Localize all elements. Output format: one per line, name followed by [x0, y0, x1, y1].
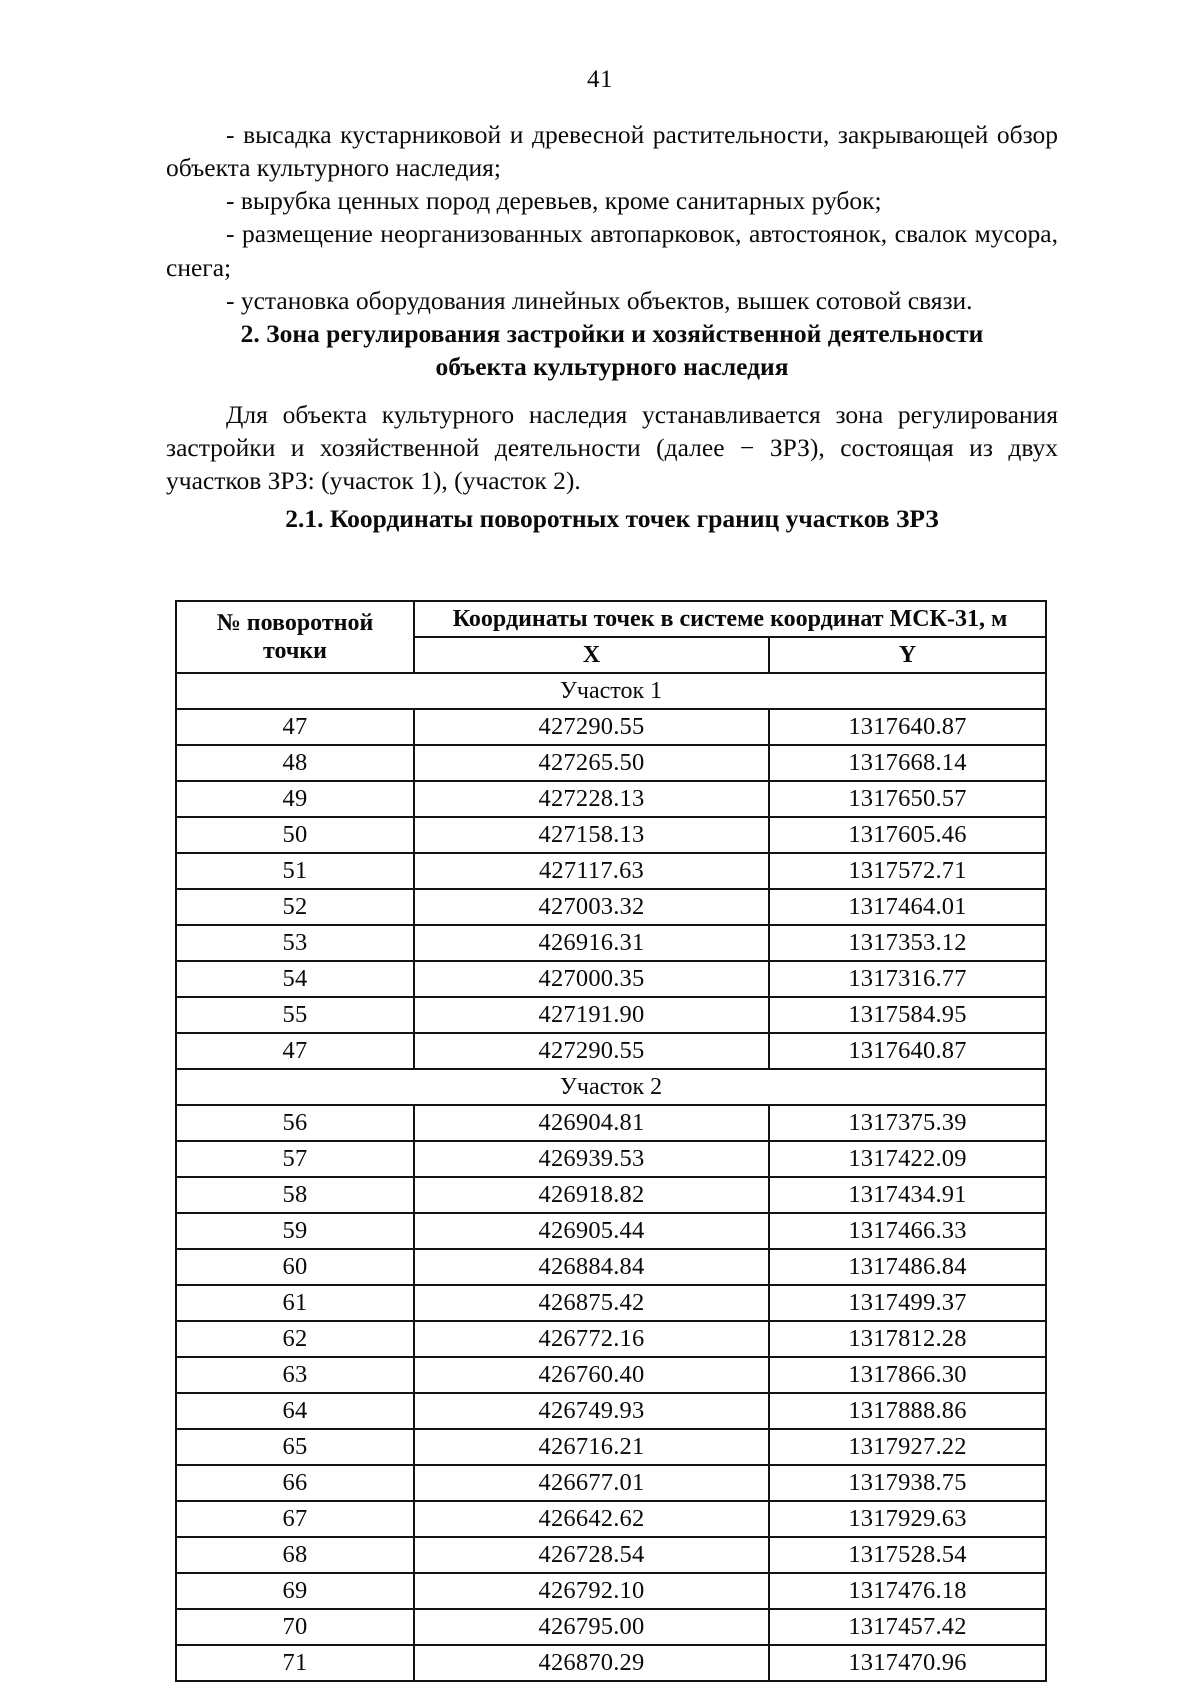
cell-coordinate-x: 426916.31 — [414, 925, 769, 961]
cell-coordinate-x: 426728.54 — [414, 1537, 769, 1573]
column-header-point-number-line-1: № поворотной — [216, 609, 374, 636]
table-row — [176, 1213, 1046, 1249]
restriction-item-3: - размещение неорганизованных автопарковок, автостоянок, свалок мусора, снега; — [166, 219, 1058, 282]
cell-point-number: 68 — [176, 1537, 414, 1573]
cell-coordinate-x: 426642.62 — [414, 1501, 769, 1537]
cell-coordinate-y: 1317584.95 — [769, 997, 1046, 1033]
section-2-heading-line-1: 2. Зона регулирования застройки и хозяйственной деятельности — [240, 319, 984, 348]
cell-point-number: 67 — [176, 1501, 414, 1537]
cell-coordinate-y: 1317927.22 — [769, 1429, 1046, 1465]
table-row — [176, 1501, 1046, 1537]
table-row — [176, 961, 1046, 997]
table-section-row — [176, 673, 1046, 709]
cell-coordinate-y: 1317464.01 — [769, 889, 1046, 925]
cell-point-number: 52 — [176, 889, 414, 925]
section-2-paragraph: Для объекта культурного наследия устанавливается зона регулирования застройки и хозяйственной деятельности (далее − ЗРЗ), состоящая из двух участков ЗРЗ: (участок 1), (участок 2). — [166, 400, 1058, 496]
cell-point-number: 57 — [176, 1141, 414, 1177]
column-header-x: X — [414, 637, 769, 673]
cell-point-number: 59 — [176, 1213, 414, 1249]
cell-coordinate-x: 426905.44 — [414, 1213, 769, 1249]
column-header-y: Y — [769, 637, 1046, 673]
table-section-row — [176, 1069, 1046, 1105]
cell-coordinate-x: 427290.55 — [414, 709, 769, 745]
cell-coordinate-x: 426716.21 — [414, 1429, 769, 1465]
cell-coordinate-x: 427265.50 — [414, 745, 769, 781]
cell-coordinate-y: 1317499.37 — [769, 1285, 1046, 1321]
table-header-row-1 — [176, 601, 1046, 637]
restrictions-list — [166, 118, 1058, 317]
cell-point-number: 54 — [176, 961, 414, 997]
cell-coordinate-x: 427191.90 — [414, 997, 769, 1033]
cell-coordinate-y: 1317929.63 — [769, 1501, 1046, 1537]
table-row — [176, 1609, 1046, 1645]
cell-coordinate-x: 427117.63 — [414, 853, 769, 889]
restriction-item-1: - высадка кустарниковой и древесной растительности, закрывающей обзор объекта культурного наследия; — [166, 120, 1058, 183]
table-row — [176, 709, 1046, 745]
table-section-label: Участок 1 — [176, 673, 1046, 709]
cell-coordinate-x: 426749.93 — [414, 1393, 769, 1429]
cell-coordinate-y: 1317457.42 — [769, 1609, 1046, 1645]
table-row — [176, 1321, 1046, 1357]
column-header-point-number-line-2: точки — [262, 638, 328, 664]
cell-point-number: 50 — [176, 817, 414, 853]
cell-coordinate-y: 1317640.87 — [769, 709, 1046, 745]
cell-coordinate-y: 1317434.91 — [769, 1177, 1046, 1213]
cell-coordinate-y: 1317476.18 — [769, 1573, 1046, 1609]
table-row — [176, 997, 1046, 1033]
cell-point-number: 47 — [176, 709, 414, 745]
cell-coordinate-x: 426792.10 — [414, 1573, 769, 1609]
cell-point-number: 69 — [176, 1573, 414, 1609]
section-2-1-heading: 2.1. Координаты поворотных точек границ участков ЗРЗ — [285, 504, 939, 533]
cell-coordinate-y: 1317422.09 — [769, 1141, 1046, 1177]
cell-point-number: 60 — [176, 1249, 414, 1285]
cell-coordinate-y: 1317353.12 — [769, 925, 1046, 961]
table-row — [176, 1573, 1046, 1609]
restriction-item-4: - установка оборудования линейных объектов, вышек сотовой связи. — [226, 285, 973, 315]
table-row — [176, 1177, 1046, 1213]
cell-coordinate-x: 426772.16 — [414, 1321, 769, 1357]
cell-coordinate-x: 426904.81 — [414, 1105, 769, 1141]
cell-point-number: 64 — [176, 1393, 414, 1429]
table-row — [176, 1249, 1046, 1285]
table-row — [176, 1033, 1046, 1069]
table-row — [176, 1537, 1046, 1573]
cell-point-number: 70 — [176, 1609, 414, 1645]
table-row — [176, 925, 1046, 961]
cell-point-number: 56 — [176, 1105, 414, 1141]
table-row — [176, 781, 1046, 817]
table-row — [176, 745, 1046, 781]
cell-coordinate-y: 1317572.71 — [769, 853, 1046, 889]
table-head — [176, 601, 1046, 673]
coordinates-table-wrapper — [175, 600, 1045, 1682]
table-row — [176, 1429, 1046, 1465]
section-2-paragraph-block — [166, 398, 1058, 497]
restriction-item-2: - вырубка ценных пород деревьев, кроме санитарных рубок; — [226, 186, 882, 216]
cell-coordinate-x: 427000.35 — [414, 961, 769, 997]
cell-point-number: 47 — [176, 1033, 414, 1069]
cell-point-number: 63 — [176, 1357, 414, 1393]
cell-point-number: 66 — [176, 1465, 414, 1501]
cell-coordinate-y: 1317668.14 — [769, 745, 1046, 781]
column-header-point-number — [176, 601, 414, 673]
cell-coordinate-x: 427228.13 — [414, 781, 769, 817]
cell-coordinate-y: 1317605.46 — [769, 817, 1046, 853]
table-row — [176, 1357, 1046, 1393]
table-row — [176, 889, 1046, 925]
cell-coordinate-y: 1317470.96 — [769, 1645, 1046, 1681]
cell-coordinate-y: 1317866.30 — [769, 1357, 1046, 1393]
cell-coordinate-x: 427290.55 — [414, 1033, 769, 1069]
cell-point-number: 55 — [176, 997, 414, 1033]
table-row — [176, 1465, 1046, 1501]
table-body — [176, 673, 1046, 1681]
section-2-heading — [166, 317, 1058, 383]
page-number: 41 — [587, 66, 613, 93]
cell-point-number: 65 — [176, 1429, 414, 1465]
cell-coordinate-x: 426939.53 — [414, 1141, 769, 1177]
cell-coordinate-y: 1317486.84 — [769, 1249, 1046, 1285]
coordinates-table — [175, 600, 1047, 1682]
cell-coordinate-x: 426918.82 — [414, 1177, 769, 1213]
cell-coordinate-y: 1317812.28 — [769, 1321, 1046, 1357]
table-row — [176, 1645, 1046, 1681]
cell-coordinate-y: 1317650.57 — [769, 781, 1046, 817]
cell-point-number: 53 — [176, 925, 414, 961]
section-2-heading-line-2: объекта культурного наследия — [435, 352, 789, 382]
cell-point-number: 48 — [176, 745, 414, 781]
cell-point-number: 71 — [176, 1645, 414, 1681]
table-row — [176, 817, 1046, 853]
cell-coordinate-x: 427003.32 — [414, 889, 769, 925]
table-row — [176, 1285, 1046, 1321]
cell-point-number: 49 — [176, 781, 414, 817]
cell-coordinate-y: 1317375.39 — [769, 1105, 1046, 1141]
cell-coordinate-y: 1317888.86 — [769, 1393, 1046, 1429]
table-row — [176, 1105, 1046, 1141]
table-section-label: Участок 2 — [176, 1069, 1046, 1105]
cell-coordinate-y: 1317528.54 — [769, 1537, 1046, 1573]
cell-point-number: 61 — [176, 1285, 414, 1321]
cell-coordinate-y: 1317640.87 — [769, 1033, 1046, 1069]
table-row — [176, 1393, 1046, 1429]
cell-coordinate-y: 1317316.77 — [769, 961, 1046, 997]
cell-coordinate-x: 426795.00 — [414, 1609, 769, 1645]
cell-coordinate-x: 427158.13 — [414, 817, 769, 853]
cell-coordinate-x: 426760.40 — [414, 1357, 769, 1393]
cell-point-number: 51 — [176, 853, 414, 889]
column-header-coordinates-span: Координаты точек в системе координат МСК-31, м — [414, 601, 1046, 637]
cell-coordinate-x: 426870.29 — [414, 1645, 769, 1681]
cell-point-number: 62 — [176, 1321, 414, 1357]
table-row — [176, 853, 1046, 889]
cell-coordinate-y: 1317938.75 — [769, 1465, 1046, 1501]
cell-coordinate-y: 1317466.33 — [769, 1213, 1046, 1249]
cell-coordinate-x: 426677.01 — [414, 1465, 769, 1501]
cell-coordinate-x: 426884.84 — [414, 1249, 769, 1285]
cell-coordinate-x: 426875.42 — [414, 1285, 769, 1321]
table-row — [176, 1141, 1046, 1177]
cell-point-number: 58 — [176, 1177, 414, 1213]
